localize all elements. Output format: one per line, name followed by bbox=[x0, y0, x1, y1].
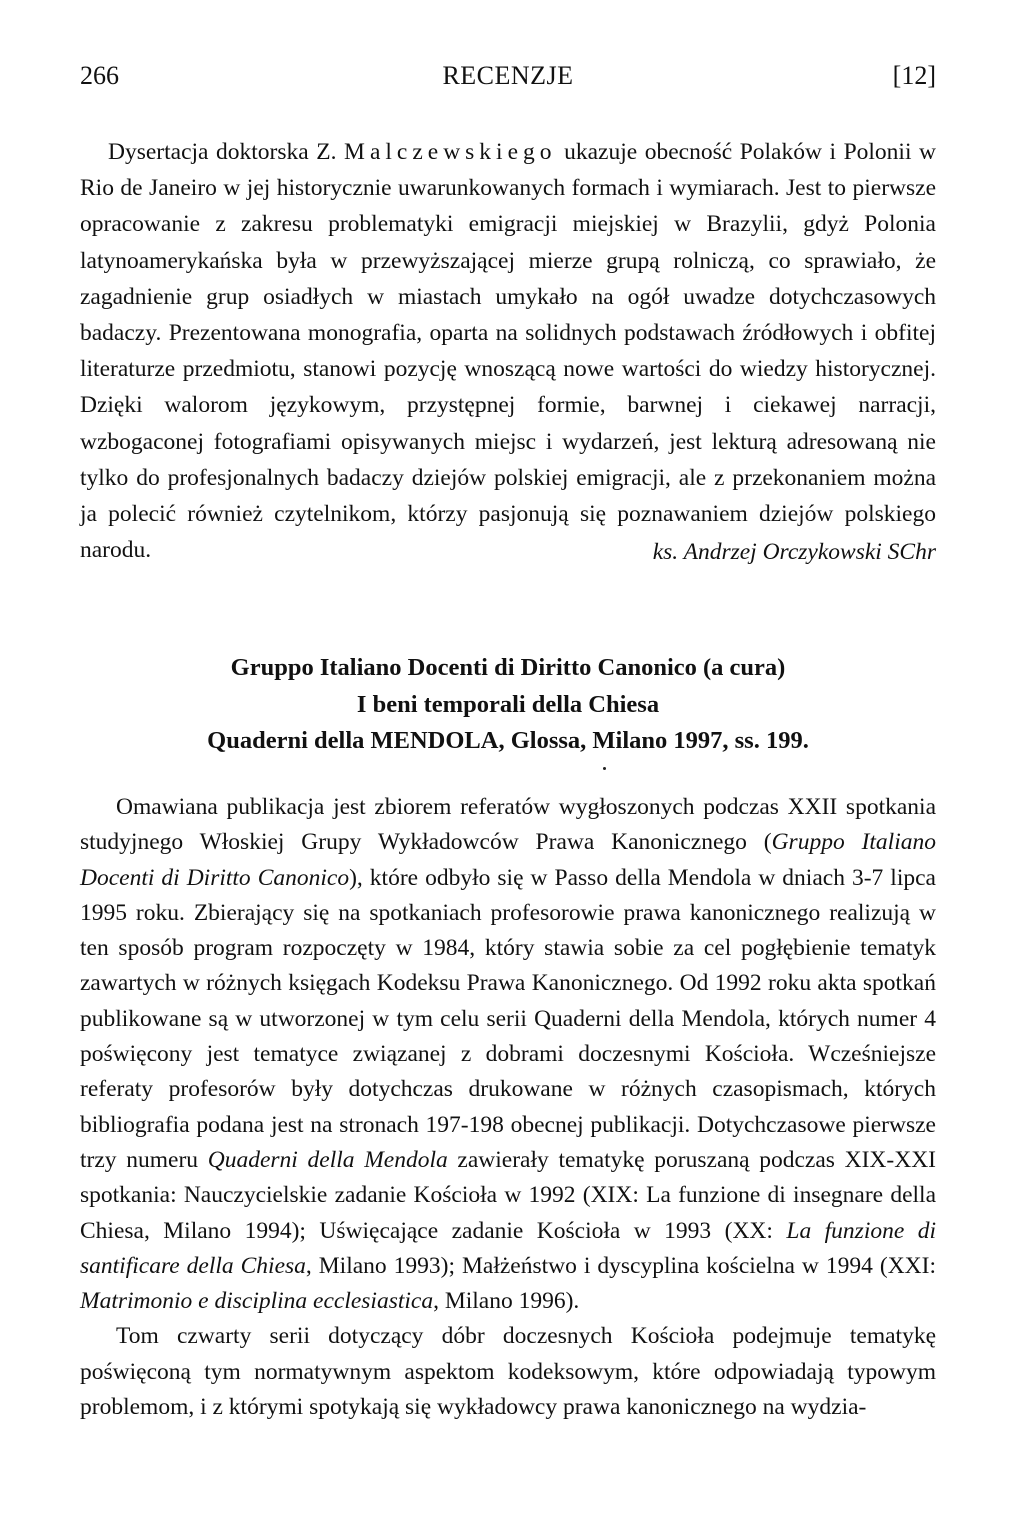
running-header bbox=[80, 56, 936, 96]
italic-title: Matrimonio e disciplina ecclesiastica bbox=[80, 1288, 434, 1315]
review-1-paragraph bbox=[80, 134, 936, 568]
review-2-body bbox=[80, 790, 936, 1425]
page-number: 266 bbox=[80, 61, 119, 90]
title-line-2: I beni temporali della Chiesa bbox=[356, 690, 660, 718]
text-run: zawierały tematykę poruszaną podczas XIX-XXI spotkania: Nauczycielskie zadanie Kościoła w 1992 (XIX: La funzione di insegnare della Chiesa, Milano 1994); Uświęcające zadanie Kościoła w 1993 (XX: bbox=[80, 1146, 936, 1244]
text-run: Omawiana publikacja jest zbiorem referatów wygłoszonych podczas XXII spotkania studyjnego Włoskiej Grupy Wykładowców Prawa Kanonicznego ( bbox=[80, 794, 936, 856]
title-line-3: Quaderni della MENDOLA, Glossa, Milano 1997, ss. 199. bbox=[207, 727, 809, 754]
review-1-body bbox=[80, 134, 936, 568]
italic-title: Quaderni della Mendola bbox=[207, 1146, 448, 1173]
italic-title: Gruppo Italiano Docenti di Diritto Canonico bbox=[80, 829, 936, 891]
reviewer-signature: ks. Andrzej Orczykowski SChr bbox=[652, 539, 936, 565]
text-run: , Milano 1996). bbox=[433, 1288, 580, 1315]
separator-dot bbox=[603, 767, 606, 770]
section-reference: [12] bbox=[892, 61, 936, 90]
review-2-title bbox=[80, 650, 936, 760]
title-line-1: Gruppo Italiano Docenti di Diritto Canonico (a cura) bbox=[230, 654, 786, 681]
review-2-paragraph-1 bbox=[80, 790, 936, 1319]
italic-title: La funzione di santificare della Chiesa bbox=[80, 1217, 936, 1279]
running-title: RECENZJE bbox=[442, 61, 574, 90]
text-run: , Milano 1993); Małżeństwo i dyscyplina kościelna w 1994 (XXI: bbox=[305, 1252, 936, 1279]
review-2-paragraph-2: Tom czwarty serii dotyczący dóbr doczesnych Kościoła podejmuje tematykę poświęconą tym normatywnym aspektom kodeksowym, które odpowiadają typowym problemom, i z którymi spotykają się wykładowcy prawa kanonicznego na wydzia- bbox=[80, 1323, 936, 1421]
text-run: Dysertacja doktorska Z. bbox=[108, 139, 345, 165]
text-run: ukazuje obecność Polaków i Polonii w Rio de Janeiro w jej historycznie uwarunkowanych formach i wymiarach. Jest to pierwsze opracowanie z zakresu problematyki emigracji miejskiej w Brazylii, gdyż Polonia latynoamerykańska była w przewyższającej mierze grupą rolniczą, co sprawiało, że zagadnienie grup osiadłych w miastach umykało na ogół uwadze dotychczasowych badaczy. Prezentowana monografia, oparta na solidnych podstawach źródłowych i obfitej literaturze przedmiotu, stanowi pozycję wnoszącą nowe wartości do wiedzy historycznej. Dzięki walorom językowym, przystępnej formie, barwnej i ciekawej narracji, wzbogaconej fotografiami opisywanych miejsc i wydarzeń, jest lekturą adresowaną nie tylko do profesjonalnych badaczy dziejów polskiej emigracji, ale z przekonaniem można ja polecić również czytelnikom, którzy pasjonują się poznawaniem dziejów polskiego narodu. bbox=[80, 139, 936, 564]
text-run: ), które odbyło się w Passo della Mendola w dniach 3-7 lipca 1995 roku. Zbierający się na spotkaniach profesorowie prawa kanonicznego realizują w ten sposób program rozpoczęty w 1984, który stawia sobie za cel pogłębienie tematyk zawartych w różnych księgach Kodeksu Prawa Kanonicznego. Od 1992 roku akta spotkań publikowane są w utworzonej w tym celu serii Quaderni della Mendola, których numer 4 poświęcony jest tematyce związanej z dobrami doczesnymi Kościoła. Wcześniejsze referaty profesorów były dotychczas drukowane w różnych czasopismach, których bibliografia podana jest na stronach 197-198 obecnej publikacji. Dotychczasowe pierwsze trzy numeru bbox=[80, 864, 936, 1173]
author-name-spaced: Malczewskiego bbox=[344, 139, 557, 165]
